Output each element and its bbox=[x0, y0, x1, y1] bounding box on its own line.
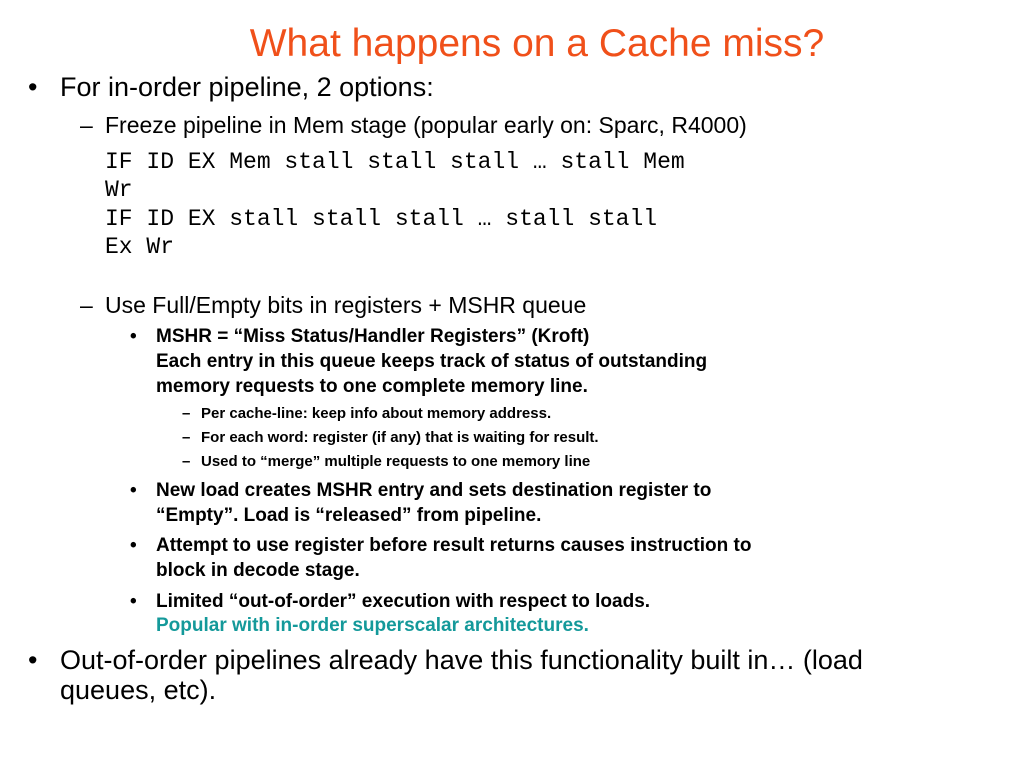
dash-icon: – bbox=[182, 453, 191, 470]
slide-title: What happens on a Cache miss? bbox=[249, 22, 825, 65]
dash-icon: – bbox=[182, 405, 191, 422]
attempt-register-line: block in decode stage. bbox=[156, 560, 360, 581]
bullet-icon: • bbox=[28, 72, 38, 102]
mshr-definition-line: MSHR = “Miss Status/Handler Registers” (Kroft) bbox=[156, 326, 590, 347]
mshr-detail-item: Per cache-line: keep info about memory address. bbox=[201, 405, 552, 422]
mshr-definition-line: memory requests to one complete memory line. bbox=[156, 376, 588, 397]
bullet-icon: • bbox=[130, 535, 137, 556]
pipeline-code-line: IF ID EX Mem stall stall stall … stall Mem bbox=[105, 149, 685, 175]
pipeline-code-line: Wr bbox=[105, 177, 133, 203]
attempt-register-line: Attempt to use register before result returns causes instruction to bbox=[156, 535, 752, 556]
bullet-icon: • bbox=[130, 480, 137, 501]
new-load-line: New load creates MSHR entry and sets destination register to bbox=[156, 480, 712, 501]
bullet-icon: • bbox=[130, 326, 137, 347]
out-of-order-line: queues, etc). bbox=[60, 675, 217, 705]
bullet-icon: • bbox=[130, 591, 137, 612]
bullet-in-order-pipeline: For in-order pipeline, 2 options: bbox=[60, 72, 434, 102]
limited-ooo-line: Limited “out-of-order” execution with respect to loads. bbox=[156, 591, 651, 612]
sub-bullet-full-empty-bits: Use Full/Empty bits in registers + MSHR queue bbox=[105, 292, 587, 318]
dash-icon: – bbox=[80, 292, 93, 318]
new-load-line: “Empty”. Load is “released” from pipeline. bbox=[156, 505, 542, 526]
mshr-detail-item: For each word: register (if any) that is waiting for result. bbox=[201, 429, 599, 446]
pipeline-code-line: IF ID EX stall stall stall … stall stall bbox=[105, 206, 658, 232]
out-of-order-line: Out-of-order pipelines already have this functionality built in… (load bbox=[60, 645, 863, 675]
mshr-definition-line: Each entry in this queue keeps track of status of outstanding bbox=[156, 351, 708, 372]
highlight-popular-superscalar: Popular with in-order superscalar architectures. bbox=[156, 615, 589, 636]
mshr-detail-item: Used to “merge” multiple requests to one memory line bbox=[201, 453, 591, 470]
pipeline-code-line: Ex Wr bbox=[105, 234, 175, 260]
dash-icon: – bbox=[80, 112, 93, 138]
dash-icon: – bbox=[182, 429, 191, 446]
sub-bullet-freeze-pipeline: Freeze pipeline in Mem stage (popular early on: Sparc, R4000) bbox=[105, 112, 747, 138]
bullet-icon: • bbox=[28, 645, 38, 675]
